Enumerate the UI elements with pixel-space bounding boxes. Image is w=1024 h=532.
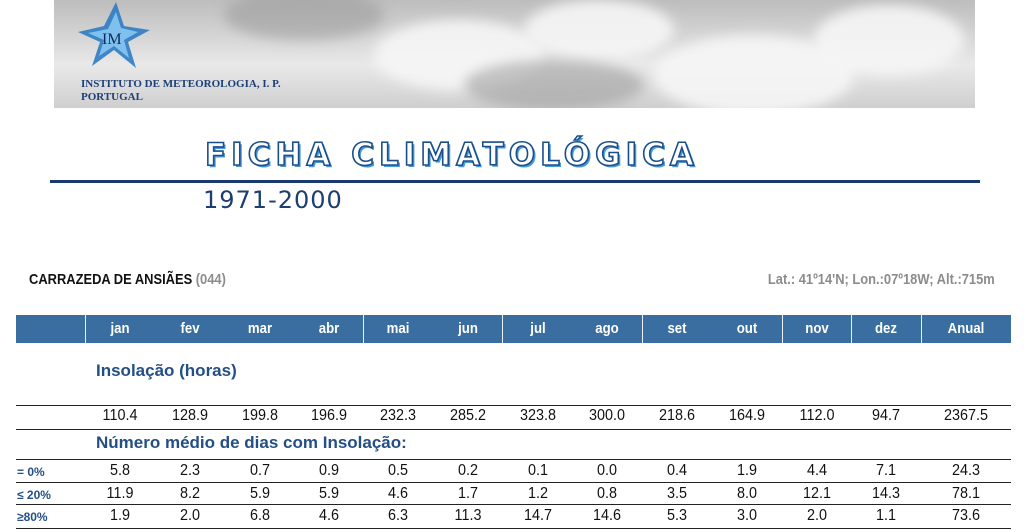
station-coordinates: Lat.: 41º14'N; Lon.:07º18W; Alt.:715m <box>768 271 995 288</box>
dias-cell: 14.6 <box>592 507 622 524</box>
column-header-set: set <box>667 320 687 337</box>
station-name <box>29 271 226 288</box>
insolacao-cell: 218.6 <box>658 407 696 424</box>
column-header-abr: abr <box>318 320 340 337</box>
column-header-mar: mar <box>247 320 273 337</box>
insolacao-cell: 199.8 <box>241 407 279 424</box>
column-header-jul: jul <box>530 320 546 337</box>
dias-cell: 0.7 <box>249 462 271 479</box>
column-header-fev: fev <box>180 320 200 337</box>
logo-text: IM <box>102 31 122 48</box>
dias-cell: 1.7 <box>457 485 479 502</box>
dias-cell: 11.9 <box>106 485 134 502</box>
dias-cell: 1.9 <box>736 462 758 479</box>
insolacao-cell: 232.3 <box>379 407 417 424</box>
column-header-jan: jan <box>110 320 130 337</box>
dias-cell: 1.2 <box>527 485 549 502</box>
header-separator <box>85 315 86 343</box>
station-code: (044) <box>195 271 226 288</box>
header-separator <box>921 315 922 343</box>
insolacao-cell: 196.9 <box>310 407 348 424</box>
insolacao-cell: 2367.5 <box>943 407 989 424</box>
dias-cell: 11.3 <box>454 507 482 524</box>
dias-title: Número médio de dias com Insolação: <box>96 433 407 452</box>
dias-cell: 7.1 <box>875 462 897 479</box>
dias-cell: 14.3 <box>871 485 901 502</box>
insolacao-cell: 285.2 <box>449 407 487 424</box>
dias-cell: 3.0 <box>736 507 758 524</box>
dias-cell: 0.1 <box>527 462 549 479</box>
dias-cell: 0.9 <box>318 462 340 479</box>
row-divider <box>16 528 1011 529</box>
row-divider <box>16 504 1011 505</box>
dias-cell: 4.4 <box>806 462 828 479</box>
dias-cell: 8.0 <box>736 485 758 502</box>
dias-cell: 2.0 <box>179 507 201 524</box>
row-divider <box>16 429 1011 430</box>
row-divider <box>16 459 1011 460</box>
dias-cell: 78.1 <box>951 485 981 502</box>
dias-cell: 5.9 <box>318 485 340 502</box>
institute-name: INSTITUTO DE METEOROLOGIA, I. P. PORTUGAL <box>81 78 281 103</box>
dias-cell: 0.8 <box>596 485 618 502</box>
insolacao-title: Insolação (horas) <box>96 361 237 380</box>
dias-cell: 0.4 <box>666 462 688 479</box>
row-label: ≤ 20% <box>17 488 51 502</box>
column-header-ago: ago <box>595 320 619 337</box>
row-divider <box>16 405 1011 406</box>
header-separator <box>363 315 364 343</box>
dias-cell: 0.0 <box>596 462 618 479</box>
dias-cell: 12.1 <box>802 485 832 502</box>
station-label: CARRAZEDA DE ANSIÃES <box>29 271 193 288</box>
dias-cell: 6.3 <box>387 507 409 524</box>
header-separator <box>642 315 643 343</box>
header-banner <box>54 0 975 108</box>
insolacao-cell: 94.7 <box>871 407 901 424</box>
dias-cell: 4.6 <box>318 507 340 524</box>
page-title: FICHA CLIMATOLÓGICA <box>205 137 699 173</box>
column-header-nov: nov <box>805 320 829 337</box>
dias-cell: 8.2 <box>179 485 201 502</box>
institute-logo <box>74 0 154 72</box>
dias-cell: 1.1 <box>875 507 897 524</box>
dias-cell: 3.5 <box>666 485 688 502</box>
header-separator <box>502 315 503 343</box>
dias-cell: 73.6 <box>951 507 981 524</box>
title-divider <box>50 180 980 183</box>
column-header-jun: jun <box>458 320 478 337</box>
period: 1971-2000 <box>203 186 343 214</box>
insolacao-cell: 110.4 <box>102 407 138 424</box>
dias-cell: 5.3 <box>666 507 688 524</box>
row-label: ≥80% <box>17 510 48 524</box>
dias-cell: 5.9 <box>249 485 271 502</box>
dias-cell: 14.7 <box>523 507 553 524</box>
column-header-out: out <box>736 320 758 337</box>
column-header-mai: mai <box>386 320 410 337</box>
insolacao-cell: 112.0 <box>799 407 835 424</box>
row-divider <box>16 482 1011 483</box>
row-label: = 0% <box>17 465 45 479</box>
header-separator <box>782 315 783 343</box>
dias-cell: 24.3 <box>951 462 981 479</box>
insolacao-cell: 300.0 <box>588 407 626 424</box>
dias-cell: 0.2 <box>457 462 479 479</box>
dias-cell: 4.6 <box>387 485 409 502</box>
column-header-dez: dez <box>874 320 897 337</box>
dias-cell: 2.3 <box>179 462 201 479</box>
insolacao-cell: 164.9 <box>728 407 766 424</box>
dias-cell: 1.9 <box>109 507 131 524</box>
header-separator <box>851 315 852 343</box>
insolacao-cell: 323.8 <box>519 407 557 424</box>
insolacao-cell: 128.9 <box>171 407 209 424</box>
dias-cell: 2.0 <box>806 507 828 524</box>
column-header-anual: Anual <box>947 320 985 337</box>
dias-cell: 5.8 <box>109 462 131 479</box>
table-header <box>16 315 1011 343</box>
dias-cell: 0.5 <box>387 462 409 479</box>
dias-cell: 6.8 <box>249 507 271 524</box>
